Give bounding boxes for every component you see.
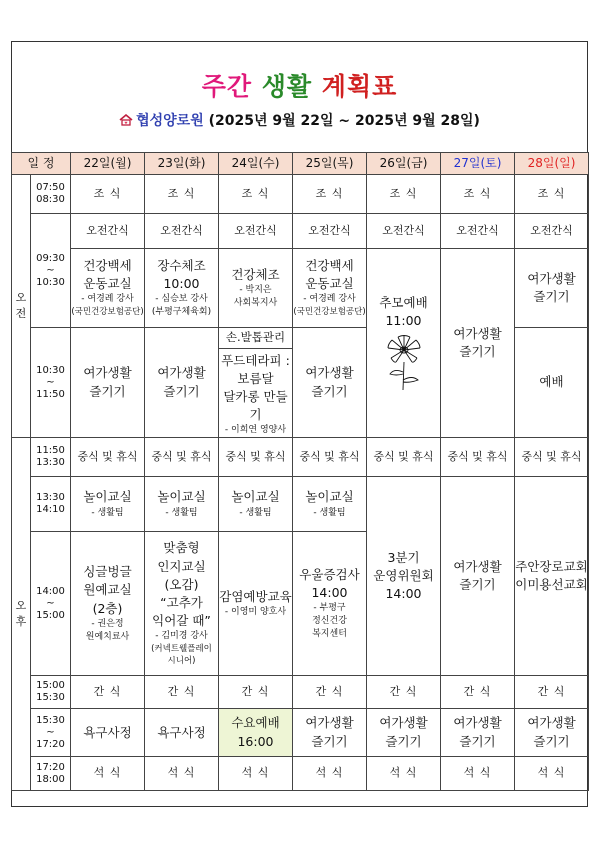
day-header-row: [12, 153, 589, 175]
program-title-2: 원예교실: [83, 582, 132, 598]
house-logo-icon: [119, 114, 133, 126]
cell-wed-pm: [219, 532, 293, 676]
period-pm-2: 후: [15, 615, 27, 629]
period-am-1: 오: [15, 290, 27, 304]
day-thu: 25일(목): [293, 153, 367, 175]
cell-sun-leisure: [515, 709, 589, 757]
program-title: 건강백세: [83, 258, 132, 274]
row-play: [12, 477, 589, 532]
program-instructor: - 심승보 강사: [155, 294, 208, 305]
period-am-2: 전: [15, 307, 27, 321]
program-time: 14:00: [385, 586, 422, 602]
program-title: 건강체조: [231, 266, 280, 282]
program-title: 주안장로교회: [515, 558, 588, 574]
cell-breakfast: 조 식: [71, 175, 145, 214]
title-word-2: 생활: [261, 72, 313, 101]
program-title: 여가생활: [379, 715, 428, 731]
time-end: 15:00: [36, 609, 65, 621]
program-instructor: - 박지은: [239, 285, 272, 296]
time-end: 17:20: [36, 738, 65, 750]
time-tilde: ~: [46, 597, 55, 609]
cell-dinner: 석 식: [367, 757, 441, 791]
cell-tue-needs: 욕구사정: [145, 709, 219, 757]
program-title: 추모예배: [379, 294, 428, 310]
cell-sat-pm: [441, 477, 515, 676]
program-title: 싱글벙글: [83, 564, 132, 580]
time-slot-3: [31, 214, 71, 328]
program-title-3: (오감): [164, 576, 199, 592]
program-instructor-2: 사회복지사: [233, 298, 278, 309]
row-breakfast: [12, 175, 589, 214]
cell-dinner: 석 식: [145, 757, 219, 791]
cell-breakfast: 조 식: [145, 175, 219, 214]
program-title-2: 즐기기: [311, 733, 348, 749]
day-mon: 22일(월): [71, 153, 145, 175]
time-start: 15:00: [36, 680, 65, 692]
day-wed: 24일(수): [219, 153, 293, 175]
chrysanthemum-icon: [382, 334, 426, 392]
cell-sun-am: [515, 249, 589, 328]
program-title: 수요예배: [231, 715, 280, 731]
program-title-2: 이미용선교회: [515, 577, 588, 593]
time-start: 17:20: [36, 761, 65, 773]
program-org-3: 복지센터: [312, 629, 347, 640]
day-sat: 27일(토): [441, 153, 515, 175]
cell-mon-pm: [71, 532, 145, 676]
time-start: 14:00: [36, 585, 65, 597]
program-org: (국민건강보험공단): [293, 307, 366, 318]
program-instructor: - 여경례 강사: [303, 294, 356, 305]
program-org: - 부평구: [313, 603, 346, 614]
program-org: (커넥트웰플레이: [151, 644, 212, 655]
time-start: 10:30: [36, 364, 65, 376]
program-title: 3분기: [387, 549, 420, 565]
cell-dinner: 석 식: [515, 757, 589, 791]
program-org: (부평구체육회): [151, 307, 212, 318]
cell-lunch: 중식 및 휴식: [515, 438, 589, 477]
cell-fri-leisure: [367, 709, 441, 757]
subtitle: [12, 110, 587, 130]
cell-am-snack: 오전간식: [219, 214, 293, 249]
schedule-frame: [11, 41, 588, 807]
time-start: 15:30: [36, 714, 65, 726]
cell-sat-am: [441, 249, 515, 438]
cell-lunch: 중식 및 휴식: [219, 438, 293, 477]
program-instructor: - 여경례 강사: [81, 294, 134, 305]
cell-play: [71, 477, 145, 532]
cell-sun-worship: 예배: [515, 328, 589, 438]
cell-play: [145, 477, 219, 532]
cell-mon-leisure: [71, 328, 145, 438]
program-title: 여가생활: [453, 715, 502, 731]
program-instructor: - 이희연 영양사: [224, 425, 287, 436]
program-title: 놀이교실: [83, 489, 132, 505]
cell-dinner: 석 식: [293, 757, 367, 791]
program-title: 감염예방교육: [219, 588, 292, 604]
program-title: 놀이교실: [157, 489, 206, 505]
cell-sun-pm: [515, 477, 589, 676]
col-day-label: 일 정: [12, 153, 71, 175]
program-team: - 생활팀: [165, 507, 198, 518]
cell-am-snack: 오전간식: [293, 214, 367, 249]
period-pm-1: 오: [15, 598, 27, 612]
cell-am-snack: 오전간식: [441, 214, 515, 249]
header: [12, 42, 587, 151]
cell-lunch: 중식 및 휴식: [145, 438, 219, 477]
program-instructor-2: 원예치료사: [85, 631, 130, 642]
time-end: 15:30: [36, 692, 65, 704]
cell-lunch: 중식 및 휴식: [71, 438, 145, 477]
time-slot-6: [31, 477, 71, 532]
program-title: 우울증검사: [299, 566, 360, 582]
program-org-2: 시니어): [167, 656, 196, 667]
program-org: (국민건강보험공단): [71, 307, 144, 318]
row-lunch: [12, 438, 589, 477]
program-title: 여가생활: [453, 558, 502, 574]
row-pm-snack: [12, 676, 589, 709]
program-title: 여가생활: [453, 325, 502, 341]
cell-mon-am: [71, 249, 145, 328]
cell-am-snack: 오전간식: [515, 214, 589, 249]
time-end: 10:30: [36, 276, 65, 288]
row-evening: [12, 709, 589, 757]
time-slot-9: [31, 709, 71, 757]
program-team: - 생활팀: [91, 507, 124, 518]
program-title-2: 즐기기: [459, 577, 496, 593]
cell-tue-pm: [145, 532, 219, 676]
program-instructor: - 김미경 강사: [155, 631, 208, 642]
program-org-2: 정신건강: [312, 616, 347, 627]
time-tilde: ~: [46, 264, 55, 276]
program-title-2: 보름달: [237, 370, 274, 386]
program-title: 장수체조: [157, 257, 206, 273]
cell-pm-snack: 간 식: [515, 676, 589, 709]
cell-pm-snack: 간 식: [293, 676, 367, 709]
cell-play: [219, 477, 293, 532]
time-slot-10: [31, 757, 71, 791]
time-slot-4: [31, 328, 71, 438]
program-time: 11:00: [385, 313, 422, 329]
cell-breakfast: 조 식: [293, 175, 367, 214]
cell-pm-snack: 간 식: [145, 676, 219, 709]
program-title-4: “고추가: [160, 594, 203, 610]
program-title-2: 즐기기: [89, 383, 126, 399]
cell-thu-leisure: [293, 328, 367, 438]
row-dinner: [12, 757, 589, 791]
cell-pm-snack: 간 식: [219, 676, 293, 709]
period-am: [12, 175, 31, 438]
cell-breakfast: 조 식: [515, 175, 589, 214]
time-slot-5: [31, 438, 71, 477]
day-sun: 28일(일): [515, 153, 589, 175]
cell-breakfast: 조 식: [367, 175, 441, 214]
program-team: - 생활팀: [313, 507, 346, 518]
cell-am-snack: 오전간식: [145, 214, 219, 249]
org-name: 협성양로원: [136, 113, 204, 129]
cell-pm-snack: 간 식: [367, 676, 441, 709]
cell-sat-leisure: [441, 709, 515, 757]
program-instructor: - 권은정: [91, 618, 124, 629]
time-slot-7: [31, 532, 71, 676]
cell-thu-pm: [293, 532, 367, 676]
row-am-snack: [12, 214, 589, 249]
row-am-program: [12, 249, 589, 328]
program-title-2: 즐기기: [533, 289, 570, 304]
cell-thu-leisure: [293, 709, 367, 757]
program-title: 여가생활: [527, 715, 576, 731]
schedule-table: [11, 152, 589, 791]
cell-thu-am: [293, 249, 367, 328]
program-title-3: (2층): [92, 600, 123, 616]
time-slot-8: [31, 676, 71, 709]
program-title: 여가생활: [157, 365, 206, 381]
page-title: [12, 67, 587, 103]
title-word-3: 계획표: [321, 72, 398, 101]
title-word-1: 주간: [201, 72, 253, 101]
cell-wed-am: [219, 249, 293, 328]
program-title-2: 즐기기: [311, 383, 348, 399]
program-title-2: 운영위원회: [373, 568, 434, 583]
cell-mon-needs: 욕구사정: [71, 709, 145, 757]
program-subhead: 손.발톱관리: [219, 328, 292, 349]
time-tilde: ~: [46, 726, 55, 738]
cell-am-snack: 오전간식: [71, 214, 145, 249]
program-time: 10:00: [163, 275, 200, 291]
program-title: 놀이교실: [305, 489, 354, 505]
cell-lunch: 중식 및 휴식: [367, 438, 441, 477]
time-slot-1: [31, 175, 71, 214]
time-end: 08:30: [36, 194, 65, 205]
program-title-2: 운동교실: [305, 276, 354, 292]
cell-wed-mid: [219, 328, 293, 438]
time-end: 11:50: [36, 388, 65, 400]
program-time: 16:00: [237, 733, 274, 749]
cell-dinner: 석 식: [71, 757, 145, 791]
program-title: 여가생활: [305, 715, 354, 731]
cell-wed-worship: [219, 709, 293, 757]
time-start: 11:50: [36, 445, 65, 457]
program-title: 맞춤형: [163, 540, 200, 556]
cell-tue-am: [145, 249, 219, 328]
program-title: 여가생활: [527, 270, 576, 286]
program-title: 건강백세: [305, 258, 354, 274]
cell-lunch: 중식 및 휴식: [293, 438, 367, 477]
cell-breakfast: 조 식: [441, 175, 515, 214]
program-instructor: - 이영미 양호사: [224, 607, 287, 618]
period: (2025년 9월 22일 ~ 2025년 9월 28일): [208, 113, 480, 129]
time-end: 18:00: [36, 773, 65, 785]
program-title-2: 운동교실: [83, 276, 132, 292]
cell-breakfast: 조 식: [219, 175, 293, 214]
program-team: - 생활팀: [239, 507, 272, 518]
period-pm: [12, 438, 31, 791]
cell-dinner: 석 식: [219, 757, 293, 791]
program-title: 푸드테라피 :: [221, 352, 290, 368]
time-tilde: ~: [46, 376, 55, 388]
program-title-2: 인지교실: [157, 558, 206, 574]
program-title: 여가생활: [305, 365, 354, 381]
day-tue: 23일(화): [145, 153, 219, 175]
cell-fri-pm: [367, 477, 441, 676]
program-title-5: 익어갈 때”: [152, 612, 211, 628]
program-title-3: 달카롱 만들기: [223, 388, 288, 422]
cell-pm-snack: 간 식: [441, 676, 515, 709]
day-fri: 26일(금): [367, 153, 441, 175]
program-title-2: 즐기기: [163, 383, 200, 399]
time-end: 13:30: [36, 457, 65, 469]
program-title-2: 즐기기: [385, 733, 422, 749]
cell-pm-snack: 간 식: [71, 676, 145, 709]
cell-lunch: 중식 및 휴식: [441, 438, 515, 477]
cell-play: [293, 477, 367, 532]
program-title-2: 즐기기: [533, 733, 570, 749]
program-title: 여가생활: [83, 365, 132, 381]
cell-tue-leisure: [145, 328, 219, 438]
program-title-2: 즐기기: [459, 733, 496, 749]
cell-fri-am: [367, 249, 441, 438]
time-start: 09:30: [36, 252, 65, 264]
cell-dinner: 석 식: [441, 757, 515, 791]
program-title: 놀이교실: [231, 489, 280, 505]
time-start: 13:30: [36, 492, 65, 504]
time-end: 14:10: [36, 504, 65, 516]
time-start: 07:50: [36, 182, 65, 193]
program-time: 14:00: [311, 584, 348, 600]
program-title-2: 즐기기: [459, 344, 496, 360]
cell-am-snack: 오전간식: [367, 214, 441, 249]
